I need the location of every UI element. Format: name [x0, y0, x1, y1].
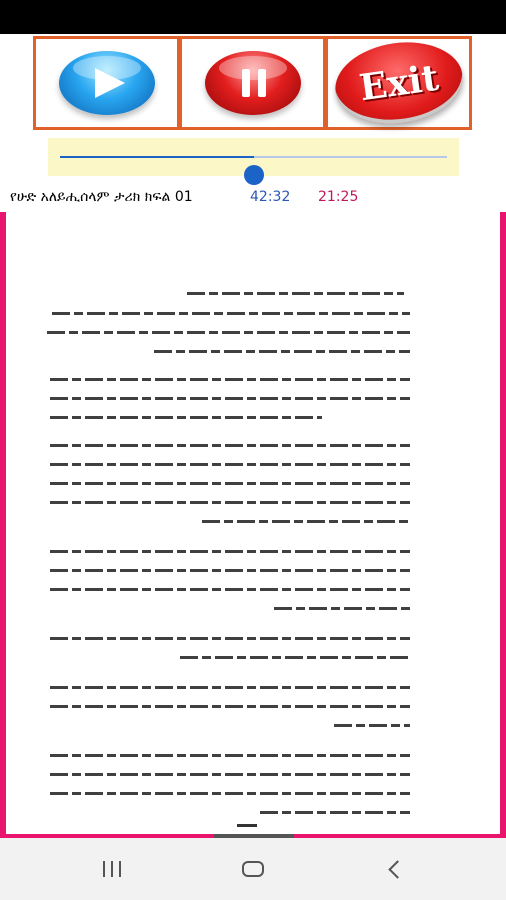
- text-line: [202, 520, 410, 523]
- text-line: [50, 705, 410, 708]
- text-line: [50, 773, 410, 776]
- seek-slider-panel: [48, 138, 459, 176]
- page-number-mark: [237, 824, 257, 827]
- text-line: [50, 588, 410, 591]
- back-button[interactable]: [374, 854, 414, 884]
- seek-slider-thumb[interactable]: [244, 165, 264, 185]
- back-icon: [388, 860, 406, 878]
- text-line: [274, 607, 410, 610]
- recents-icon: [103, 861, 121, 877]
- duration-time: 42:32: [250, 189, 291, 205]
- text-line: [50, 482, 410, 485]
- exit-icon: [330, 34, 468, 131]
- viewer-right-edge: [500, 212, 506, 838]
- scanned-page-image: [12, 212, 494, 832]
- text-line: [52, 312, 410, 315]
- home-icon: [242, 861, 264, 877]
- text-line: [50, 754, 410, 757]
- text-line: [50, 501, 410, 504]
- text-line: [260, 811, 410, 814]
- pause-icon: [205, 51, 301, 115]
- text-line: [47, 331, 410, 334]
- recents-button[interactable]: [92, 854, 132, 884]
- home-button[interactable]: [233, 854, 273, 884]
- current-time: 21:25: [318, 189, 359, 205]
- pause-button[interactable]: [180, 36, 326, 130]
- text-line: [50, 550, 410, 553]
- exit-button[interactable]: [326, 36, 472, 130]
- text-line: [50, 397, 410, 400]
- player-controls: [33, 36, 472, 130]
- play-button[interactable]: [33, 36, 180, 130]
- exit-label: Exit: [356, 56, 441, 110]
- system-nav-bar: [0, 838, 506, 900]
- text-line: [50, 686, 410, 689]
- seek-slider-track[interactable]: [60, 156, 447, 158]
- text-line: [154, 350, 410, 353]
- text-line: [50, 792, 410, 795]
- seek-slider-fill: [60, 156, 254, 158]
- viewer-left-edge: [0, 212, 6, 838]
- text-line: [50, 463, 410, 466]
- text-line: [50, 444, 410, 447]
- text-line: [187, 292, 404, 295]
- text-line: [50, 416, 322, 419]
- text-line: [50, 378, 410, 381]
- status-bar: [0, 0, 506, 34]
- text-line: [334, 724, 410, 727]
- play-icon: [59, 51, 155, 115]
- text-line: [50, 569, 410, 572]
- track-title: የሁድ አለይሒሰላም ታሪክ ክፍል 01: [10, 189, 193, 205]
- text-line: [180, 656, 410, 659]
- text-line: [50, 637, 410, 640]
- track-info-row: [0, 186, 506, 210]
- document-viewer[interactable]: [0, 212, 506, 838]
